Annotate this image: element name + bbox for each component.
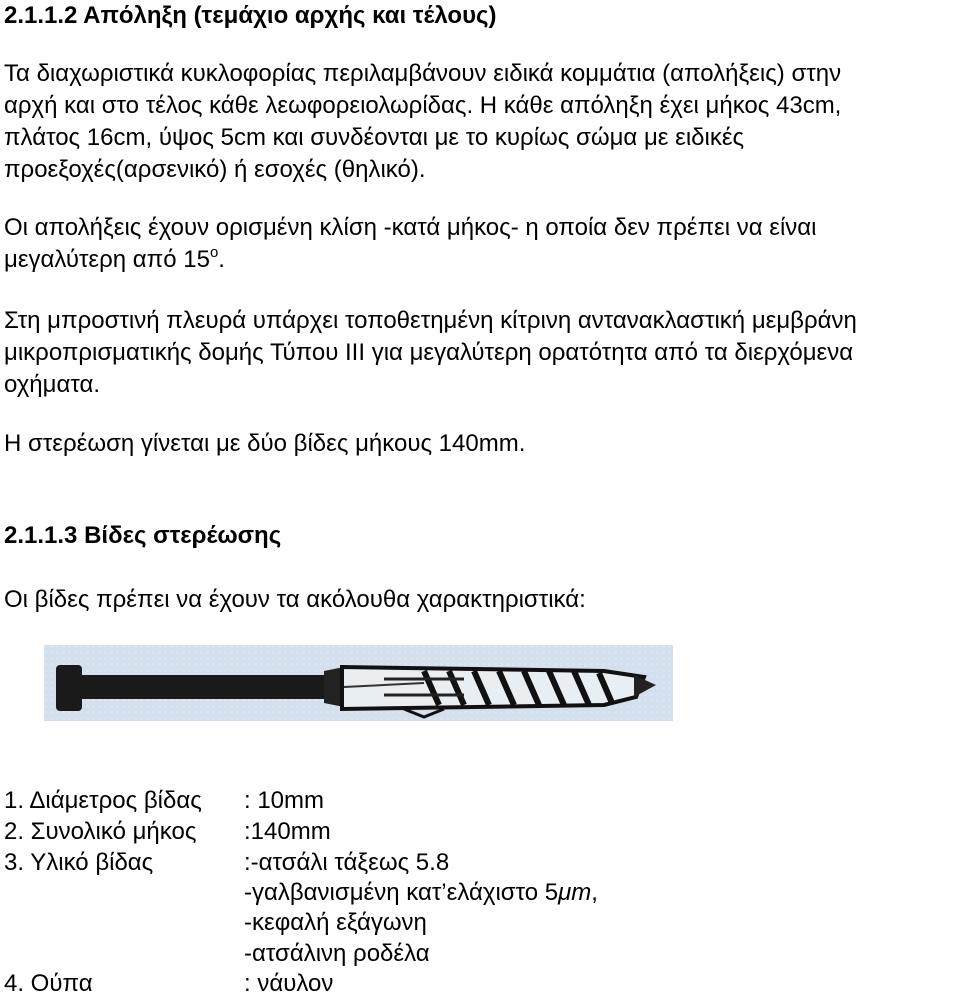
paragraph-line: Στη μπροστινή πλευρά υπάρχει τοποθετημένη κίτρινη αντανακλαστική μεμβράνη bbox=[4, 307, 857, 334]
bolt-illustration bbox=[44, 645, 673, 721]
paragraph-line: προεξοχές(αρσενικό) ή εσοχές (θηλικό). bbox=[4, 156, 426, 183]
slope-period: . bbox=[218, 246, 225, 273]
paragraph-line: αρχή και στο τέλος κάθε λεωφορειολωρίδας. Η κάθε απόληξη έχει μήκος 43cm, bbox=[4, 92, 842, 119]
section-heading-apolixi: 2.1.1.2 Απόληξη (τεμάχιο αρχής και τέλους) bbox=[4, 2, 497, 29]
bolts-intro: Οι βίδες πρέπει να έχουν τα ακόλουθα χαρακτηριστικά: bbox=[4, 586, 586, 613]
spec-value-material: :-ατσάλι τάξεως 5.8 bbox=[244, 849, 450, 876]
spec-label-anchor: 4. Ούπα bbox=[4, 970, 93, 997]
paragraph-fixing: Η στερέωση γίνεται με δύο βίδες μήκους 140mm. bbox=[4, 430, 526, 457]
galvanized-comma: , bbox=[591, 879, 598, 906]
spec-value-washer: -ατσάλινη ροδέλα bbox=[244, 940, 430, 967]
paragraph-line: Τα διαχωριστικά κυκλοφορίας περιλαμβάνουν ειδικά κομμάτια (απολήξεις) στην bbox=[4, 60, 842, 87]
degree-superscript: ο bbox=[209, 244, 219, 261]
spec-label-material: 3. Υλικό βίδας bbox=[4, 849, 154, 876]
spec-value-length: :140mm bbox=[244, 818, 331, 845]
spec-value-diameter: : 10mm bbox=[244, 787, 325, 814]
micrometer-unit: μm bbox=[558, 879, 592, 906]
paragraph-line bbox=[4, 244, 225, 279]
paragraph-line: μικροπρισματικής δομής Τύπου ΙΙΙ για μεγαλύτερη ορατότητα από τα διερχόμενα bbox=[4, 339, 854, 366]
spec-label-diameter: 1. Διάμετρος βίδας bbox=[4, 787, 202, 814]
paragraph-line: οχήματα. bbox=[4, 371, 101, 398]
section-heading-bolts: 2.1.1.3 Βίδες στερέωσης bbox=[4, 522, 282, 549]
spec-value-anchor: : νάυλον bbox=[244, 970, 334, 997]
galvanized-text: -γαλβανισμένη κατ’ελάχιστο 5 bbox=[244, 879, 559, 906]
spec-value-head: -κεφαλή εξάγωνη bbox=[244, 909, 427, 936]
spec-label-length: 2. Συνολικό μήκος bbox=[4, 818, 197, 845]
spec-value-galvanized bbox=[244, 877, 598, 909]
slope-text: μεγαλύτερη από 15 bbox=[4, 246, 210, 273]
paragraph-line: πλάτος 16cm, ύψος 5cm και συνδέονται με το κυρίως σώμα με ειδικές bbox=[4, 124, 745, 151]
paragraph-line: Οι απολήξεις έχουν ορισμένη κλίση -κατά μήκος- η οποία δεν πρέπει να είναι bbox=[4, 214, 817, 241]
